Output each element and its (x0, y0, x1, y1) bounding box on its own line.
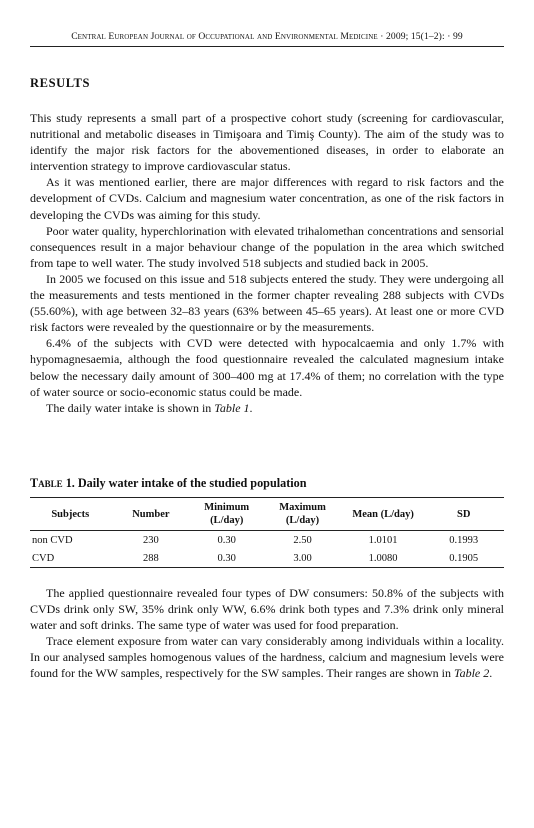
paragraph: As it was mentioned earlier, there are major differences with regard to risk factors and the development of CVDs. Calcium and magnesium water concentration, as one of the risk factors in developing the CVDs was aiming for this study. (30, 175, 504, 222)
table-caption (30, 476, 504, 491)
table-row (30, 531, 504, 550)
column-header: SD (456, 508, 471, 520)
table-cell: non CVD (32, 534, 73, 546)
table-title: Daily water intake of the studied population (77, 476, 307, 490)
table-row (30, 549, 504, 568)
body-text-top (30, 110, 504, 416)
journal-issue: · 2009; 15(1–2): · 99 (380, 31, 463, 42)
header-rule (30, 46, 504, 47)
table-cell: 2.50 (293, 534, 312, 546)
running-header (30, 31, 504, 42)
column-header: Maximum (L/day) (279, 502, 326, 526)
table-reference: Table 1 (214, 400, 250, 415)
text: The daily water intake is shown in (46, 400, 215, 415)
table-number: 1. (65, 476, 75, 490)
data-table (30, 497, 504, 568)
table-header-row (30, 498, 504, 531)
text: Trace element exposure from water can vary considerably among individuals within a locality. In our analysed samples homogenous values of the hardness, calcium and magnesium levels were found for the WW samples, respectively for the SW samples. Their ranges are shown in (30, 634, 504, 681)
section-title: RESULTS (30, 76, 91, 90)
column-header: Minimum (L/day) (204, 502, 250, 526)
column-header: Number (132, 508, 170, 520)
text: . (489, 666, 493, 681)
paragraph: The applied questionnaire revealed four types of DW consumers: 50.8% of the subjects with CVDs drink only SW, 35% drink only WW, 6.6% drink both types and 7.3% drink only mineral water and soft drinks. The same type of water was used for food preparation. (30, 586, 504, 633)
table-reference: Table 2 (454, 666, 490, 681)
table-label: Table (30, 476, 63, 490)
table-cell: 0.1993 (449, 534, 479, 546)
paragraph: Poor water quality, hyperchlorination with elevated trihalomethan concentrations and sensorial consequences result in a major behaviour change of the population in the area which switched from tape to well water. The study involved 518 subjects and studied back in 2005. (30, 223, 504, 270)
last-paragraph (30, 633, 504, 681)
table-cell: 0.30 (217, 534, 236, 546)
table-cell: 0.30 (217, 552, 236, 564)
table-cell: 230 (142, 534, 159, 546)
table-reference-paragraph (30, 400, 504, 416)
paragraph: This study represents a small part of a prospective cohort study (screening for cardiovascular, nutritional and metabolic diseases in Timişoara and Timiş County). The aim of the study was to identify the major risk factors for the abovementioned diseases, in order to elaborate an intervention strategy to improve cardiovascular status. (30, 111, 504, 174)
column-header: Mean (L/day) (352, 508, 414, 520)
paragraph: In 2005 we focused on this issue and 518 subjects entered the study. They were undergoing all the measurements and tests mentioned in the former chapter revealing 288 subjects with CVDs (55.60%), with age between 32–83 years (63% between 45–65 years). At least one or more CVD risk factors were revealed by the questionnaire or by the measurements. (30, 271, 504, 335)
table-cell: 3.00 (293, 552, 312, 564)
table-block (30, 476, 504, 568)
body-text-bottom (30, 585, 504, 682)
table-cell: CVD (32, 552, 55, 564)
text: . (249, 400, 253, 415)
table-cell: 1.0080 (368, 552, 398, 564)
paragraph: 6.4% of the subjects with CVD were detected with hypocalcaemia and only 1.7% with hypomagnesaemia, although the food questionnaire revealed the calculated magnesium intake below the necessary daily amount of 300–400 mg at 17.4% of them; no correlation with the type of water source or socio-economic status could be made. (30, 336, 504, 399)
journal-name: Central European Journal of Occupational and Environmental Medicine (71, 31, 378, 42)
table-cell: 0.1905 (449, 552, 479, 564)
table-cell: 288 (142, 552, 159, 564)
column-header: Subjects (51, 508, 90, 520)
table-cell: 1.0101 (368, 534, 398, 546)
